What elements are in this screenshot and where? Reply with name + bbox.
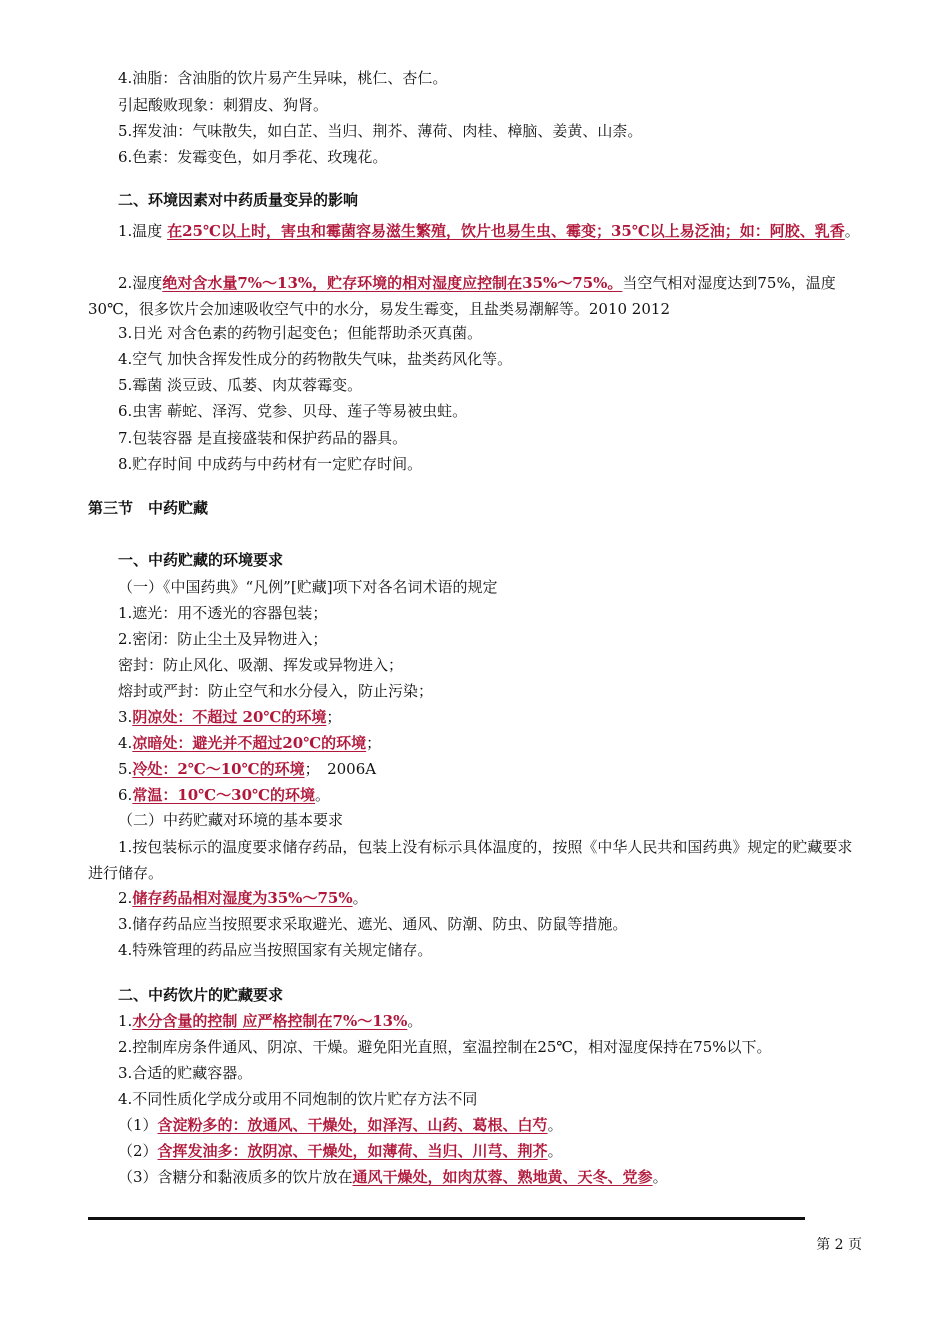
text-line: 6.虫害 蕲蛇、泽泻、党参、贝母、莲子等易被虫蛀。 (118, 402, 468, 420)
highlighted-text: 阴凉处：不超过 20℃的环境 (132, 708, 327, 726)
text-span: 。 (547, 1116, 563, 1134)
text-line: 4.空气 加快含挥发性成分的药物散失气味，盐类药风化等。 (118, 350, 513, 368)
footer-rule (88, 1217, 805, 1220)
highlighted-text: 通风干燥处，如肉苁蓉、熟地黄、天冬、党参 (352, 1168, 653, 1186)
text-line (118, 785, 864, 805)
text-span: （3）含糖分和黏液质多的饮片放在 (118, 1168, 353, 1186)
text-span: 3. (118, 708, 133, 726)
text-line (118, 1011, 864, 1031)
text-line: （二）中药贮藏对环境的基本要求 (118, 811, 344, 829)
text-paragraph (88, 218, 864, 244)
text-line (118, 733, 864, 753)
text-span: 当空气相对湿度达到75%，温度30℃，很多饮片会加速吸收空气中的水分，易发生霉变，且盐类易潮解等。2010 2012 (88, 274, 836, 318)
highlighted-text: 凉暗处：避光并不超过20℃的环境 (132, 734, 367, 752)
text-span: 2. (118, 889, 133, 907)
text-span: （1） (118, 1116, 158, 1134)
text-line: 熔封或严封：防止空气和水分侵入，防止污染； (118, 682, 434, 700)
highlighted-text: 含挥发油多：放阴凉、干燥处，如薄荷、当归、川芎、荆芥 (157, 1142, 548, 1160)
text-line: 3.储存药品应当按照要求采取避光、遮光、通风、防潮、防虫、防鼠等措施。 (118, 915, 628, 933)
page-number: 第 2 页 (816, 1237, 862, 1253)
text-line (118, 759, 864, 779)
text-paragraph (88, 270, 864, 322)
text-span: ； 2006A (304, 760, 377, 778)
text-span: 。 (407, 1012, 423, 1030)
text-span: 5. (118, 760, 133, 778)
text-line (118, 1141, 864, 1161)
highlighted-text: 含淀粉多的：放通风、干燥处，如泽泻、山药、葛根、白芍 (157, 1116, 548, 1134)
text-line (118, 1167, 864, 1187)
section-heading: 一、中药贮藏的环境要求 (118, 551, 284, 569)
highlighted-text: 储存药品相对湿度为35%～75% (132, 889, 353, 907)
text-line (118, 1115, 864, 1135)
text-span: ； (326, 708, 342, 726)
text-line: 8.贮存时间 中成药与中药材有一定贮存时间。 (118, 455, 423, 473)
section-heading: 二、中药饮片的贮藏要求 (118, 986, 284, 1004)
text-span: 引起酸败现象：刺猬皮、狗肾。 (118, 96, 329, 114)
text-line (118, 888, 864, 908)
text-line: 2.控制库房条件通风、阴凉、干燥。避免阳光直照，室温控制在25℃，相对湿度保持在75%以下。 (118, 1038, 772, 1056)
text-line: 4.特殊管理的药品应当按照国家有关规定储存。 (118, 941, 433, 959)
text-span: 。 (652, 1168, 668, 1186)
text-line: 3.日光 对含色素的药物引起变色；但能帮助杀灭真菌。 (118, 324, 483, 342)
highlighted-text: 常温：10℃～30℃的环境 (132, 786, 316, 804)
section-heading: 二、环境因素对中药质量变异的影响 (118, 191, 359, 209)
text-span: 1.温度 (118, 222, 163, 240)
highlighted-text: 在25℃以上时，害虫和霉菌容易滋生繁殖，饮片也易生虫、霉变；35℃以上易泛油；如：阿胶、乳香 (167, 222, 845, 240)
text-line: 5.霉菌 淡豆豉、瓜蒌、肉苁蓉霉变。 (118, 376, 363, 394)
text-line: 2.密闭：防止尘土及异物进入； (118, 630, 328, 648)
highlighted-text: 冷处：2℃～10℃的环境 (132, 760, 305, 778)
text-line: 4.油脂：含油脂的饮片易产生异味，桃仁、杏仁。 (118, 69, 448, 87)
text-span: 。 (844, 222, 860, 240)
chapter-heading: 第三节 中药贮藏 (88, 499, 209, 517)
text-span: 6. (118, 786, 133, 804)
text-line: 4.不同性质化学成分或用不同炮制的饮片贮存方法不同 (118, 1090, 478, 1108)
text-span: 。 (352, 889, 368, 907)
highlighted-text: 水分含量的控制 应严格控制在7%～13% (132, 1012, 408, 1030)
text-span: 1. (118, 1012, 133, 1030)
text-line: 5.挥发油：气味散失，如白芷、当归、荆芥、薄荷、肉桂、樟脑、姜黄、山柰。 (118, 122, 643, 140)
text-span: 。 (547, 1142, 563, 1160)
text-span: ； (366, 734, 382, 752)
text-line: 6.色素：发霉变色，如月季花、玫瑰花。 (118, 148, 388, 166)
text-line: （一）《中国药典》“凡例”[贮藏]项下对各名词术语的规定 (118, 578, 498, 596)
text-line: 1.遮光：用不透光的容器包装； (118, 604, 328, 622)
text-line (118, 707, 864, 727)
text-span: 2.湿度 (118, 274, 163, 292)
text-line: 密封：防止风化、吸潮、挥发或异物进入； (118, 656, 404, 674)
highlighted-text: 绝对含水量7%～13%，贮存环境的相对湿度应控制在35%～75%。 (162, 274, 623, 292)
text-paragraph: 1.按包装标示的温度要求储存药品，包装上没有标示具体温度的，按照《中华人民共和国药典》规定的贮藏要求进行储存。 (88, 838, 853, 882)
text-line: 7.包装容器 是直接盛装和保护药品的器具。 (118, 429, 408, 447)
text-span: 4. (118, 734, 133, 752)
text-line: 3.合适的贮藏容器。 (118, 1064, 253, 1082)
text-span: （2） (118, 1142, 158, 1160)
text-span: 。 (315, 786, 331, 804)
text-line (88, 95, 864, 115)
